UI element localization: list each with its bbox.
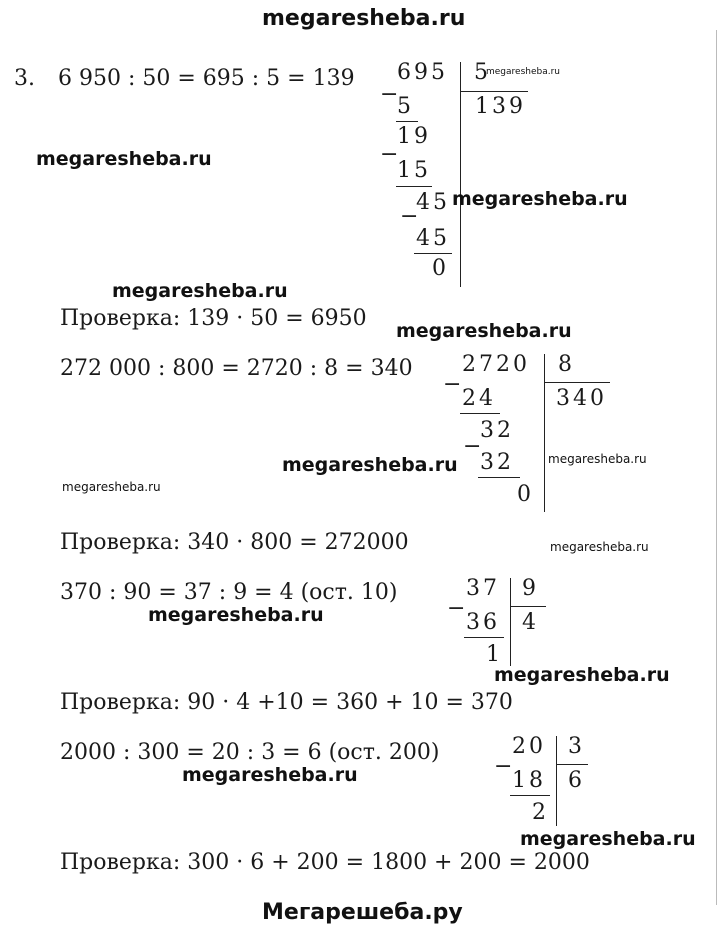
check-2: Проверка: 340 · 800 = 272000: [60, 530, 409, 555]
watermark: megaresheba.ru: [452, 188, 628, 210]
step-line: [478, 477, 520, 478]
quotient: 139: [475, 94, 526, 119]
equation-4: 2000 : 300 = 20 : 3 = 6 (ост. 200): [60, 740, 440, 765]
minus-sign: −: [463, 434, 482, 459]
minus-sign: −: [494, 754, 513, 779]
step-remainder: 2: [532, 800, 549, 825]
step-remainder: 0: [517, 482, 534, 507]
header-site-title: megaresheba.ru: [262, 6, 466, 31]
watermark: megaresheba.ru: [62, 480, 161, 494]
step-line: [460, 413, 500, 414]
division-bar-vertical: [544, 354, 545, 512]
check-3: Проверка: 90 · 4 +10 = 360 + 10 = 370: [60, 690, 513, 715]
step-line: [464, 637, 504, 638]
quotient: 4: [522, 610, 539, 635]
quotient: 340: [556, 386, 607, 411]
divisor: 3: [568, 734, 585, 759]
watermark: megaresheba.ru: [494, 664, 670, 686]
step-subtrahend: 5: [397, 94, 414, 119]
minus-sign: −: [380, 142, 399, 167]
division-bar-horizontal: [510, 606, 546, 607]
watermark: megaresheba.ru: [36, 148, 212, 170]
watermark: megaresheba.ru: [520, 828, 696, 850]
watermark: megaresheba.ru: [548, 452, 647, 466]
dividend: 695: [397, 60, 448, 85]
division-bar-vertical: [460, 62, 461, 287]
watermark: megaresheba.ru: [550, 540, 649, 554]
divisor: 5: [474, 60, 491, 85]
dividend: 20: [512, 734, 546, 759]
step-line: [510, 795, 550, 796]
step-line: [396, 121, 418, 122]
check-1: Проверка: 139 · 50 = 6950: [60, 306, 367, 331]
minus-sign: −: [400, 204, 419, 229]
equation-1: 6 950 : 50 = 695 : 5 = 139: [58, 66, 355, 91]
equation-3: 370 : 90 = 37 : 9 = 4 (ост. 10): [60, 580, 398, 605]
watermark: megaresheba.ru: [182, 764, 358, 786]
step-subtrahend: 15: [397, 158, 431, 183]
division-bar-horizontal: [556, 764, 588, 765]
dividend: 37: [466, 576, 500, 601]
step-subtrahend: 18: [512, 768, 546, 793]
check-4: Проверка: 300 · 6 + 200 = 1800 + 200 = 2000: [60, 850, 590, 875]
step-line: [414, 253, 452, 254]
equation-2: 272 000 : 800 = 2720 : 8 = 340: [60, 356, 413, 381]
divisor: 9: [522, 576, 539, 601]
division-bar-vertical: [510, 578, 511, 666]
task-number: 3.: [14, 66, 35, 91]
step-remainder: 32: [480, 418, 514, 443]
step-subtrahend: 32: [480, 450, 514, 475]
watermark: megaresheba.ru: [282, 454, 458, 476]
footer-site-title: Мегарешеба.ру: [262, 900, 463, 925]
division-bar-horizontal: [460, 91, 528, 92]
division-bar-horizontal: [544, 382, 610, 383]
watermark: megaresheba.ru: [396, 320, 572, 342]
step-subtrahend: 45: [416, 226, 450, 251]
step-remainder: 19: [397, 124, 431, 149]
divisor: 8: [558, 352, 575, 377]
step-line: [396, 186, 432, 187]
step-remainder: 45: [416, 190, 450, 215]
minus-sign: −: [447, 596, 466, 621]
minus-sign: −: [443, 372, 462, 397]
step-subtrahend: 36: [466, 610, 500, 635]
watermark: megaresheba.ru: [486, 67, 560, 77]
watermark: megaresheba.ru: [148, 604, 324, 626]
dividend: 2720: [462, 352, 530, 377]
step-remainder: 1: [486, 642, 503, 667]
quotient: 6: [568, 768, 585, 793]
minus-sign: −: [380, 82, 399, 107]
step-remainder: 0: [432, 256, 449, 281]
step-subtrahend: 24: [462, 386, 496, 411]
watermark: megaresheba.ru: [112, 280, 288, 302]
division-bar-vertical: [556, 736, 557, 826]
page-border: [716, 30, 717, 905]
